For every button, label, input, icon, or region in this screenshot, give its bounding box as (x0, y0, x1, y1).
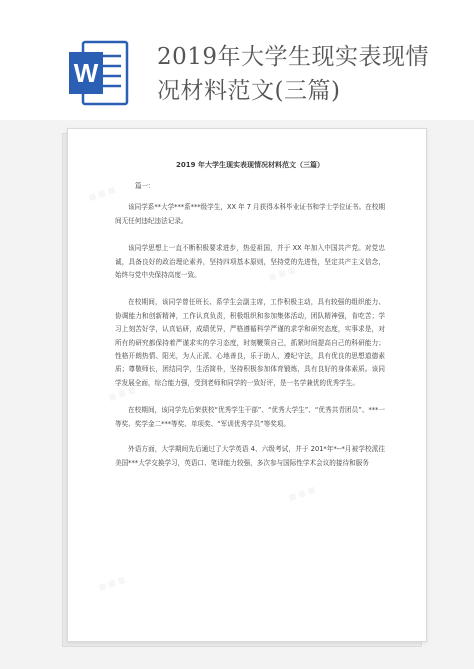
page-title (157, 40, 457, 108)
watermark: ▦ ▦ ▦ (97, 574, 127, 593)
paragraph: 在校期间，该同学曾任班长、系学生会副主席，工作积极主动，具有较强的组织能力、协调能力和创新精神，工作认真负责，积极组织和参加集体活动，团队精神强，肯吃苦；学习上刻苦好学，认真钻研，成绩优异，严格遵循科学严谨的求学和研究态度，实事求是，对所有的研究都保持着严谨求实的学习态度，时刻鞭策自己，抓紧时间提高自己的科研能力；性格开朗热情、阳光，为人正派、心地善良，乐于助人，遵纪守法，具有优良的思想道德素质；尊敬师长，团结同学，生活简朴，坚持积极参加体育锻炼，具有良好的身体素质。该同学发展全面，综合能力强，受到老师和同学的一致好评，是一名学兼优的优秀学生。 (115, 298, 385, 387)
watermark: ▦ ▦ ▦ (107, 384, 137, 403)
paragraph: 在校期间，该同学先后荣获校“优秀学生干部”、“优秀大学生”、“优秀共青团员”、***一等奖、奖学金二***等奖、单项奖、“军训优秀学员”等奖项。 (115, 406, 385, 428)
document-title: 2019 年大学生现实表现情况材料范文（三篇） (176, 161, 324, 169)
watermark: ▦ ▦ ▦ (87, 184, 117, 203)
page-title-line-2: 况材料范文(三篇) (157, 78, 341, 104)
page-title-line-1: 2019年大学生现实表现情 (157, 44, 430, 70)
paragraph: 外语方面，大学期间先后通过了大学英语 4、六级考试，并于 201*年*--*月被学校派往美国***大学交换学习，英语口、笔译能力较强，多次参与国际性学术会议的接待和服务 (115, 445, 385, 467)
document-page (67, 128, 427, 642)
document-body (115, 159, 385, 484)
section-label: 篇一： (135, 182, 155, 190)
header-banner (0, 0, 474, 120)
word-document-icon (69, 40, 129, 106)
watermark: ▦ ▦ ▦ (287, 484, 317, 503)
word-icon-letter: W (73, 58, 99, 88)
watermark: ▦ ▦ ▦ (267, 264, 297, 283)
paragraph: 该同学系**大学***系***级学生，XX 年 7 月获得本科毕业证书和学士学位证书。在校期间无任何违纪违法记录。 (115, 203, 385, 225)
paragraph: 该同学思想上一直不断积极要求进步，热爱祖国，并于 XX 年加入中国共产党。对党忠诚，具备良好的政治理论素养，坚持四项基本原则，坚持党的先进性，坚定共产主义信念，始终与党中央保持高度一致。 (115, 244, 385, 280)
